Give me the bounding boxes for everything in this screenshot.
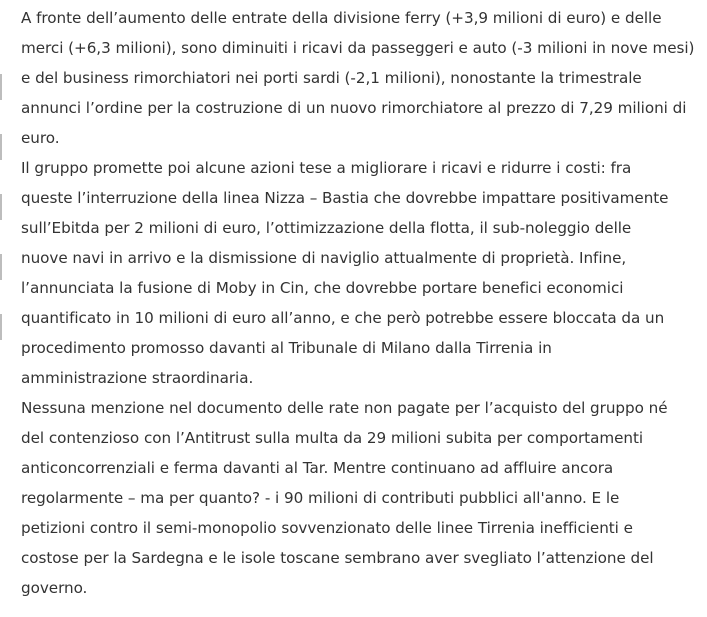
article-paragraph-3 [21, 393, 705, 603]
text-line: Il gruppo promette poi alcune azioni tese a migliorare i ricavi e ridurre i costi: fra [21, 159, 632, 177]
article-paragraph-1 [21, 3, 705, 153]
article-paragraph-2 [21, 153, 705, 393]
left-edge-mark [0, 254, 2, 280]
text-line: governo. [21, 579, 88, 597]
text-line: annunci l’ordine per la costruzione di un nuovo rimorchiatore al prezzo di 7,29 milioni di [21, 99, 687, 117]
text-line: regolarmente – ma per quanto? - i 90 milioni di contributi pubblici all'anno. E le [21, 489, 620, 507]
text-line: l’annunciata la fusione di Moby in Cin, che dovrebbe portare benefici economici [21, 279, 624, 297]
left-edge-mark [0, 314, 2, 340]
text-line: quantificato in 10 milioni di euro all’anno, e che però potrebbe essere bloccata da un [21, 309, 665, 327]
text-line: Nessuna menzione nel documento delle rate non pagate per l’acquisto del gruppo né [21, 399, 668, 417]
text-line: A fronte dell’aumento delle entrate della divisione ferry (+3,9 milioni di euro) e delle [21, 9, 662, 27]
text-line: sull’Ebitda per 2 milioni di euro, l’ottimizzazione della flotta, il sub-noleggio delle [21, 219, 632, 237]
text-line: merci (+6,3 milioni), sono diminuiti i ricavi da passeggeri e auto (-3 milioni in nove mesi) [21, 39, 695, 57]
text-line: costose per la Sardegna e le isole toscane sembrano aver svegliato l’attenzione del [21, 549, 654, 567]
left-edge-mark [0, 194, 2, 220]
text-line: anticoncorrenziali e ferma davanti al Tar. Mentre continuano ad affluire ancora [21, 459, 614, 477]
text-line: e del business rimorchiatori nei porti sardi (-2,1 milioni), nonostante la trimestrale [21, 69, 642, 87]
left-edge-mark [0, 134, 2, 160]
text-line: del contenzioso con l’Antitrust sulla multa da 29 milioni subita per comportamenti [21, 429, 644, 447]
text-line: procedimento promosso davanti al Tribunale di Milano dalla Tirrenia in [21, 339, 552, 357]
text-line: queste l’interruzione della linea Nizza – Bastia che dovrebbe impattare positivamente [21, 189, 669, 207]
text-line: euro. [21, 129, 60, 147]
text-line: petizioni contro il semi-monopolio sovvenzionato delle linee Tirrenia inefficienti e [21, 519, 633, 537]
left-edge-mark [0, 74, 2, 100]
text-line: nuove navi in arrivo e la dismissione di naviglio attualmente di proprietà. Infine, [21, 249, 627, 267]
text-line: amministrazione straordinaria. [21, 369, 254, 387]
article-body [21, 3, 705, 603]
